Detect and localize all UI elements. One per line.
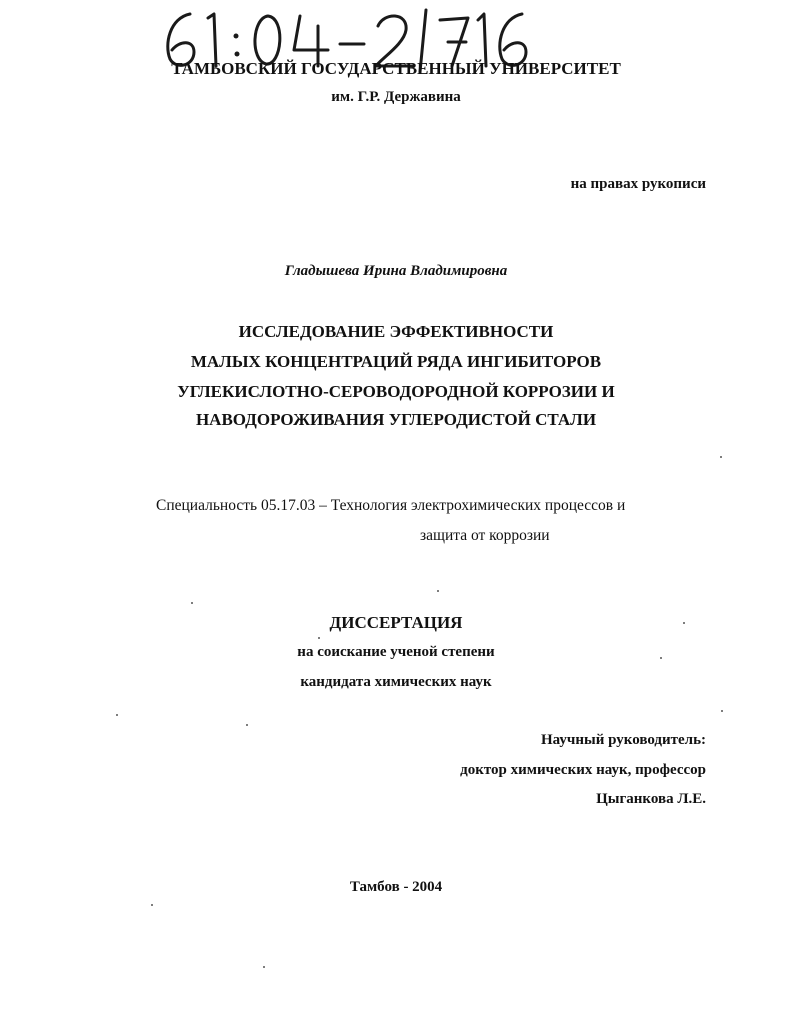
scan-speck bbox=[720, 456, 722, 458]
scan-speck bbox=[683, 622, 685, 624]
scan-speck bbox=[246, 724, 248, 726]
supervisor-label: Научный руководитель: bbox=[541, 732, 706, 748]
scan-speck bbox=[263, 966, 265, 968]
specialty-line-2: защита от коррозии bbox=[420, 527, 550, 544]
title-line: МАЛЫХ КОНЦЕНТРАЦИЙ РЯДА ИНГИБИТОРОВ bbox=[190, 352, 602, 371]
title-line: ИССЛЕДОВАНИЕ ЭФФЕКТИВНОСТИ bbox=[238, 322, 554, 341]
specialty-line-1: Специальность 05.17.03 – Технология электрохимических процессов и bbox=[156, 497, 626, 514]
university-named-after: им. Г.Р. Державина bbox=[331, 89, 461, 105]
university-name: ТАМБОВСКИЙ ГОСУДАРСТВЕННЫЙ УНИВЕРСИТЕТ bbox=[171, 59, 621, 78]
supervisor-degree: доктор химических наук, профессор bbox=[460, 762, 706, 778]
scan-speck bbox=[721, 710, 723, 712]
dissertation-heading: ДИССЕРТАЦИЯ bbox=[329, 613, 463, 632]
city-year: Тамбов - 2004 bbox=[349, 879, 443, 895]
author-name: Гладышева Ирина Владимировна bbox=[284, 263, 508, 279]
manuscript-rights: на правах рукописи bbox=[570, 176, 706, 192]
scan-speck bbox=[660, 657, 662, 659]
scan-speck bbox=[151, 904, 153, 906]
title-line: НАВОДОРОЖИВАНИЯ УГЛЕРОДИСТОЙ СТАЛИ bbox=[195, 410, 597, 429]
title-line: УГЛЕКИСЛОТНО-СЕРОВОДОРОДНОЙ КОРРОЗИИ И bbox=[177, 382, 615, 401]
scan-speck bbox=[437, 590, 439, 592]
dissertation-degree-line-1: на соискание ученой степени bbox=[297, 644, 495, 660]
dissertation-degree-line-2: кандидата химических наук bbox=[300, 674, 492, 690]
supervisor-name: Цыганкова Л.Е. bbox=[596, 791, 706, 807]
scan-speck bbox=[191, 602, 193, 604]
scan-speck bbox=[318, 637, 320, 639]
scan-speck bbox=[116, 714, 118, 716]
